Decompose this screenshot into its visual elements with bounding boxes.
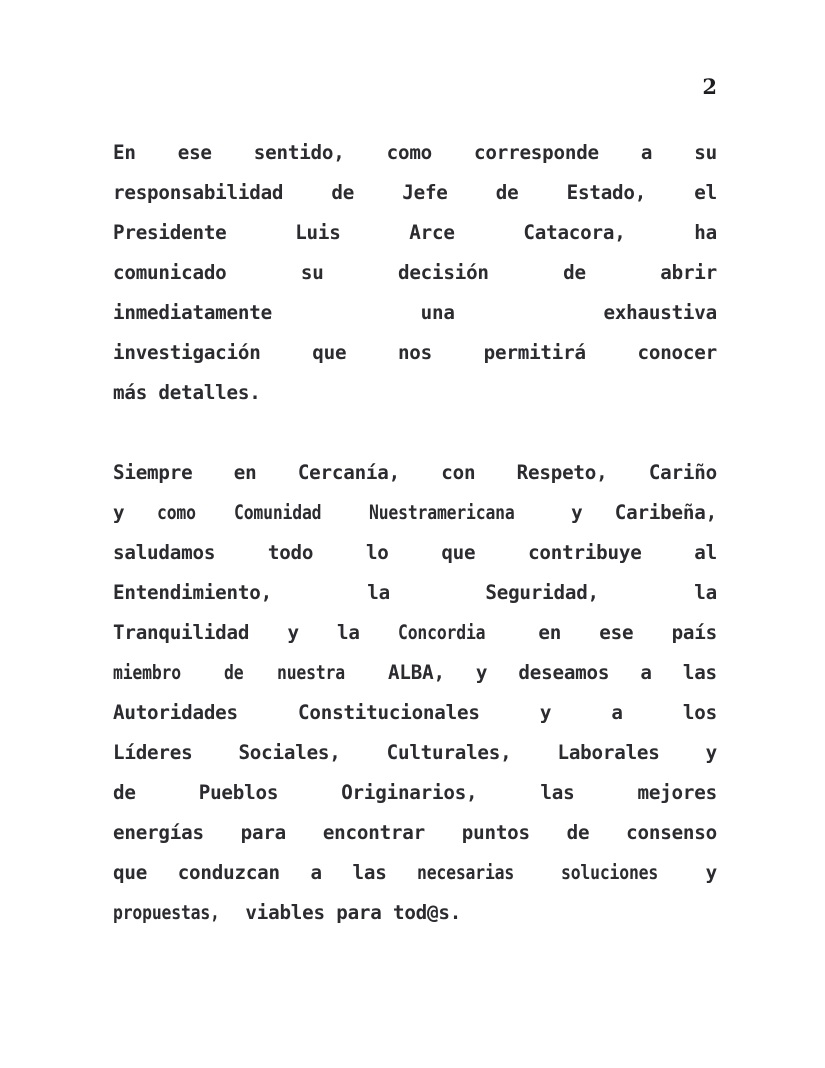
text-segment: a bbox=[310, 861, 322, 884]
text-segment: ese bbox=[177, 141, 212, 164]
text-line bbox=[113, 733, 717, 773]
text-segment: Catacora, bbox=[523, 221, 626, 244]
text-segment: Nuestramericana bbox=[368, 501, 515, 524]
text-segment: ese bbox=[599, 621, 634, 644]
text-segment: Tranquilidad bbox=[113, 621, 250, 644]
text-segment: Siempre bbox=[113, 461, 193, 484]
text-segment: a bbox=[640, 141, 653, 164]
text-segment: Presidente bbox=[113, 221, 227, 244]
text-segment: Culturales, bbox=[386, 741, 512, 764]
text-segment: saludamos bbox=[113, 541, 216, 564]
text-segment: las bbox=[682, 661, 717, 684]
text-segment: y bbox=[475, 661, 488, 684]
text-line bbox=[113, 173, 717, 213]
text-segment: soluciones bbox=[561, 861, 659, 884]
text-segment: de bbox=[566, 821, 590, 844]
text-segment: una bbox=[420, 301, 455, 324]
text-segment: al bbox=[694, 541, 717, 564]
text-segment: Autoridades bbox=[113, 701, 238, 724]
text-segment: y bbox=[539, 701, 552, 724]
text-segment: de bbox=[563, 261, 586, 284]
text-segment: encontrar bbox=[322, 821, 425, 844]
text-segment: como bbox=[386, 141, 433, 164]
text-segment: a bbox=[640, 661, 652, 684]
text-segment: inmediatamente bbox=[113, 301, 272, 324]
text-segment: comunicado bbox=[113, 261, 227, 284]
text-line bbox=[113, 813, 717, 853]
text-segment: deseamos bbox=[518, 661, 610, 684]
text-segment: y bbox=[705, 861, 717, 884]
text-segment: Comunidad bbox=[234, 501, 322, 524]
text-line bbox=[113, 693, 717, 733]
text-segment: permitirá bbox=[483, 341, 586, 364]
text-segment: mejores bbox=[637, 781, 717, 804]
text-segment: Seguridad, bbox=[485, 581, 599, 604]
text-segment: los bbox=[682, 701, 717, 724]
text-line bbox=[113, 133, 717, 173]
text-segment: en bbox=[538, 621, 562, 644]
text-segment: de bbox=[113, 781, 136, 804]
text-segment: y bbox=[113, 501, 125, 524]
paragraph bbox=[113, 133, 717, 413]
text-segment: que bbox=[441, 541, 476, 564]
text-segment: ALBA, bbox=[388, 661, 445, 684]
text-segment: Concordia bbox=[397, 621, 486, 644]
text-segment: energías bbox=[113, 821, 204, 844]
text-segment: la bbox=[337, 621, 360, 644]
text-segment: su bbox=[300, 261, 324, 284]
text-segment: Originarios, bbox=[341, 781, 478, 804]
text-segment: Entendimiento, bbox=[113, 581, 272, 604]
text-segment: Luis bbox=[295, 221, 341, 244]
text-segment: el bbox=[694, 181, 717, 204]
text-segment: responsabilidad bbox=[113, 181, 284, 204]
text-segment: contribuye bbox=[528, 541, 642, 564]
text-segment: Respeto, bbox=[516, 461, 608, 484]
text-line bbox=[113, 293, 717, 333]
text-segment: las bbox=[540, 781, 575, 804]
text-segment: Estado, bbox=[566, 181, 647, 204]
text-segment: consenso bbox=[626, 821, 717, 844]
text-segment: viables para tod@s. bbox=[234, 901, 462, 924]
text-segment: abrir bbox=[660, 261, 717, 284]
text-segment: y bbox=[571, 501, 583, 524]
text-segment: las bbox=[352, 861, 387, 884]
text-segment: Cariño bbox=[648, 461, 717, 484]
text-line bbox=[113, 613, 717, 653]
text-segment: necesarias bbox=[417, 861, 515, 884]
text-segment: nuestra bbox=[277, 661, 346, 684]
text-segment: todo bbox=[267, 541, 314, 564]
text-segment: decisión bbox=[397, 261, 489, 284]
text-line bbox=[113, 773, 717, 813]
text-segment: la bbox=[367, 581, 391, 604]
text-line bbox=[113, 533, 717, 573]
text-segment: Pueblos bbox=[198, 781, 279, 804]
text-segment: para bbox=[240, 821, 287, 844]
text-segment: a bbox=[611, 701, 623, 724]
text-segment: Líderes bbox=[113, 741, 193, 764]
text-segment: conocer bbox=[637, 341, 717, 364]
text-segment: ha bbox=[694, 221, 717, 244]
text-line bbox=[113, 213, 717, 253]
text-segment: En bbox=[113, 141, 136, 164]
text-line bbox=[113, 253, 717, 293]
text-segment: Caribeña, bbox=[614, 501, 717, 524]
text-segment: su bbox=[694, 141, 717, 164]
text-line bbox=[113, 453, 717, 493]
text-line bbox=[113, 493, 717, 533]
paragraph bbox=[113, 453, 717, 933]
text-segment: país bbox=[671, 621, 717, 644]
text-segment: Constitucionales bbox=[298, 701, 480, 724]
text-segment: de bbox=[331, 181, 355, 204]
text-line bbox=[113, 573, 717, 613]
text-segment: de bbox=[223, 661, 244, 684]
document-body bbox=[113, 133, 717, 933]
text-segment: propuestas, bbox=[113, 901, 220, 924]
text-line bbox=[113, 853, 717, 893]
text-line bbox=[113, 333, 717, 373]
text-segment: corresponde bbox=[474, 141, 599, 164]
page-number: 2 bbox=[702, 74, 717, 99]
text-segment: la bbox=[694, 581, 717, 604]
text-line bbox=[113, 373, 717, 413]
text-segment: exhaustiva bbox=[603, 301, 717, 324]
text-segment: como bbox=[156, 501, 196, 524]
text-line bbox=[113, 893, 717, 933]
text-segment: Laborales bbox=[557, 741, 660, 764]
text-segment: investigación bbox=[113, 341, 261, 364]
text-segment: nos bbox=[397, 341, 433, 364]
text-segment: puntos bbox=[461, 821, 530, 844]
text-segment: que bbox=[113, 861, 148, 884]
text-segment: Sociales, bbox=[238, 741, 341, 764]
text-segment: de bbox=[495, 181, 519, 204]
text-segment: en bbox=[233, 461, 257, 484]
text-segment: que bbox=[312, 341, 347, 364]
text-segment: sentido, bbox=[253, 141, 345, 164]
text-segment: conduzcan bbox=[177, 861, 280, 884]
text-segment: más detalles. bbox=[113, 381, 261, 404]
text-segment: Arce bbox=[409, 221, 455, 244]
text-segment: miembro bbox=[113, 661, 181, 684]
text-segment: Cercanía, bbox=[297, 461, 400, 484]
text-segment: Jefe bbox=[402, 181, 448, 204]
text-line bbox=[113, 653, 717, 693]
text-segment: con bbox=[441, 461, 476, 484]
text-segment: lo bbox=[365, 541, 389, 564]
text-segment: y bbox=[705, 741, 717, 764]
text-segment: y bbox=[287, 621, 299, 644]
